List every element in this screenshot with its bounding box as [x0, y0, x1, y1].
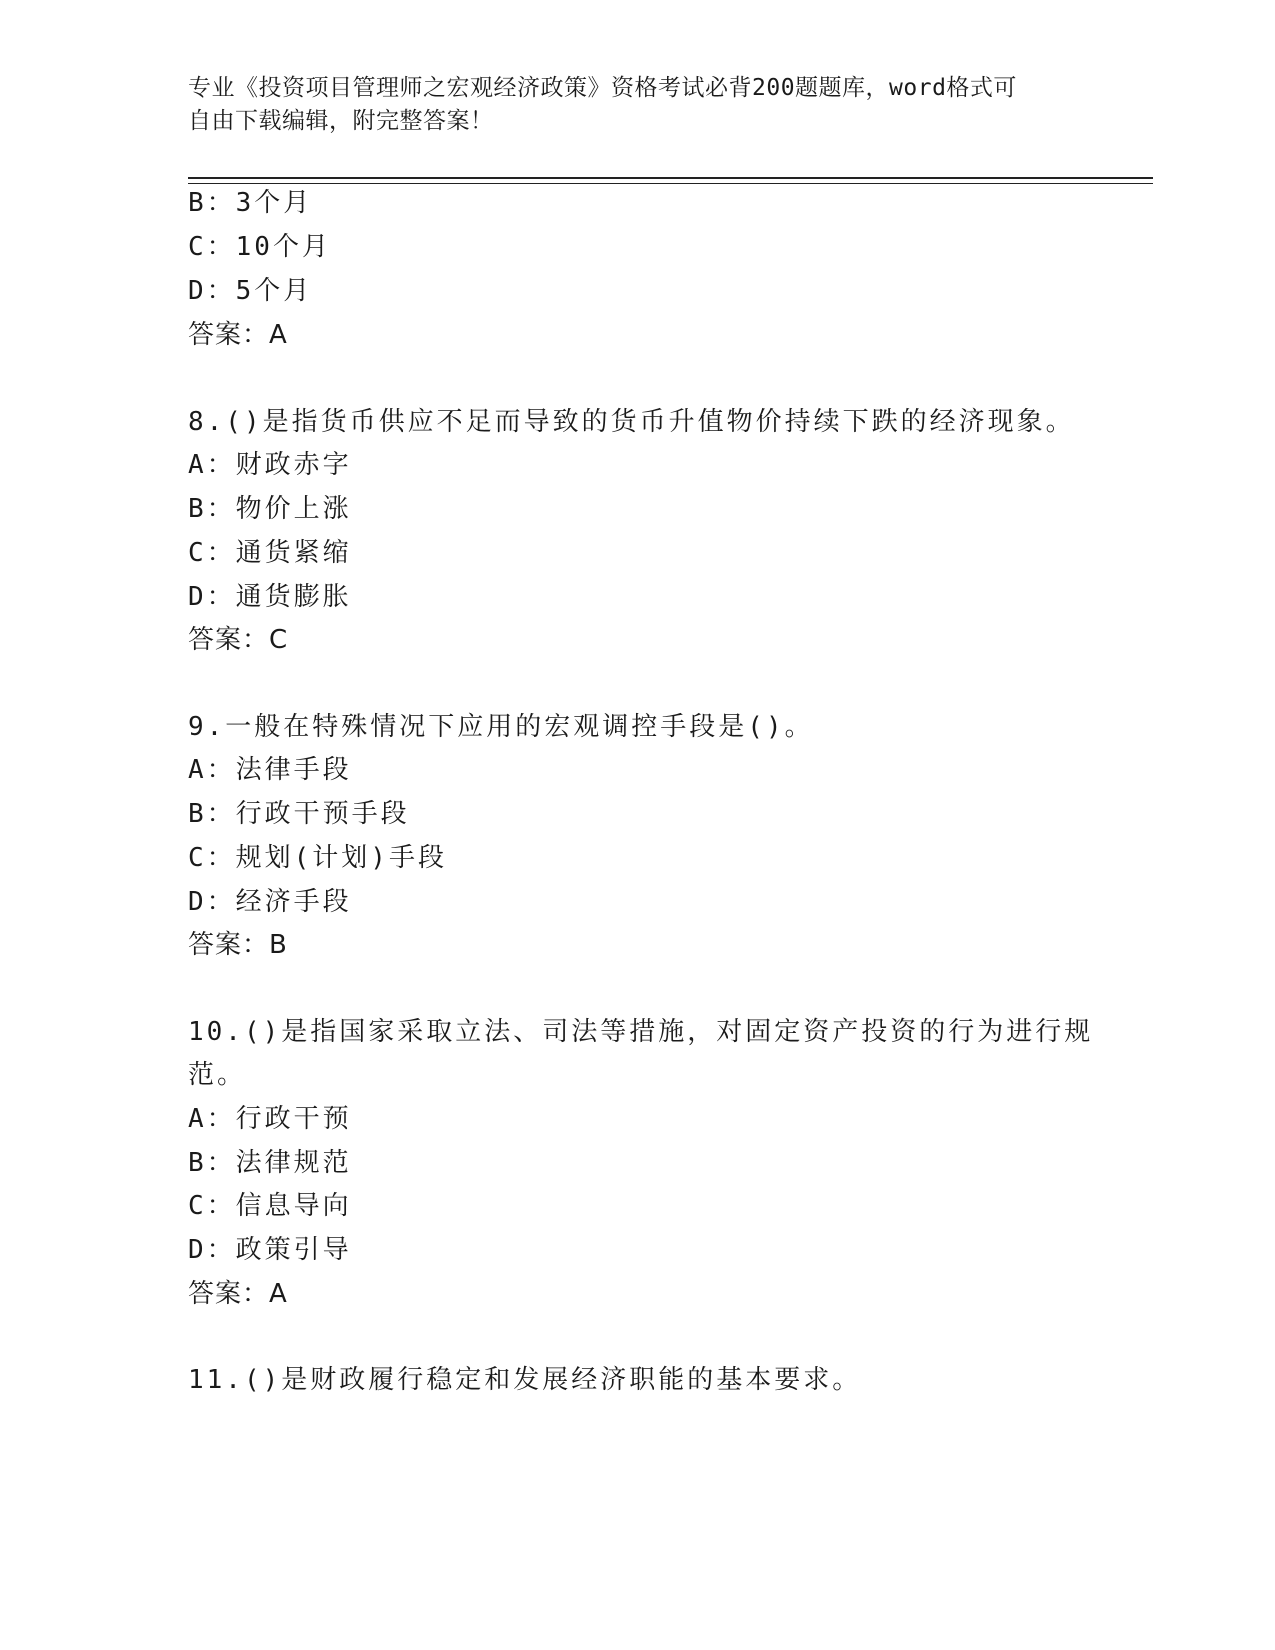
q7-option-c: C：10个月 [188, 232, 331, 262]
q7-option-b: B：3个月 [188, 188, 313, 218]
q10-option-c: C：信息导向 [188, 1191, 352, 1221]
header-line-1: 专业《投资项目管理师之宏观经济政策》资格考试必背200题题库，word格式可 [188, 75, 1017, 101]
q9-option-b: B：行政干预手段 [188, 799, 410, 829]
q10-option-d: D：政策引导 [188, 1235, 352, 1265]
q8-option-d: D：通货膨胀 [188, 582, 352, 612]
q10-question-line-2: 范。 [188, 1060, 247, 1090]
q10-option-a: A：行政干预 [188, 1104, 352, 1134]
q9-option-c: C：规划(计划)手段 [188, 843, 447, 873]
q9-question: 9.一般在特殊情况下应用的宏观调控手段是()。 [188, 712, 814, 742]
q8-answer: 答案：C [188, 625, 289, 655]
header-divider-thick [188, 177, 1153, 179]
q8-option-c: C：通货紧缩 [188, 538, 352, 568]
header-divider-thin [188, 183, 1153, 184]
q11-question: 11.()是财政履行稳定和发展经济职能的基本要求。 [188, 1365, 862, 1395]
q7-answer: 答案：A [188, 320, 288, 350]
q10-option-b: B：法律规范 [188, 1148, 352, 1178]
q8-option-b: B：物价上涨 [188, 494, 352, 524]
q9-option-a: A：法律手段 [188, 755, 352, 785]
document-header [188, 72, 1068, 138]
q10-answer: 答案：A [188, 1279, 288, 1309]
q8-question: 8.()是指货币供应不足而导致的货币升值物价持续下跌的经济现象。 [188, 407, 1075, 437]
q10-question-line-1: 10.()是指国家采取立法、司法等措施，对固定资产投资的行为进行规 [188, 1017, 1094, 1047]
q9-option-d: D：经济手段 [188, 887, 352, 917]
q8-option-a: A：财政赤字 [188, 450, 352, 480]
header-line-2: 自由下载编辑，附完整答案！ [188, 108, 494, 134]
q7-option-d: D：5个月 [188, 276, 313, 306]
q9-answer: 答案：B [188, 930, 288, 960]
